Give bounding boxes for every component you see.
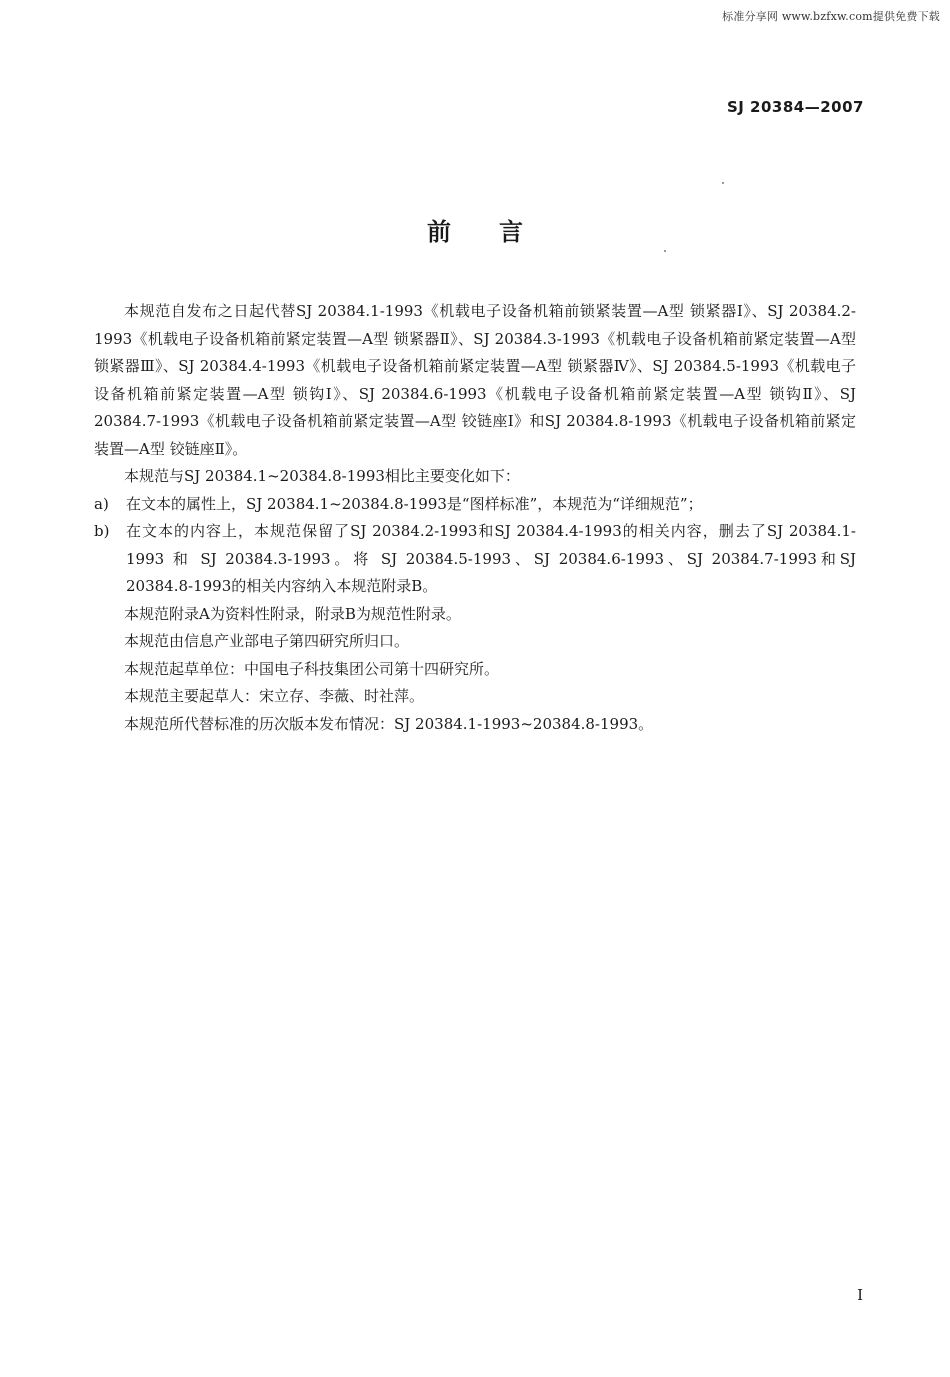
list-item-a: [94, 491, 856, 519]
list-text-a: 在文本的属性上，SJ 20384.1~20384.8-1993是“图样标准”，本规范为“详细规范”；: [126, 494, 703, 513]
standard-code: SJ 20384—2007: [726, 98, 864, 116]
document-body: [94, 298, 856, 738]
scan-speck: [722, 182, 724, 184]
paragraph-responsible: 本规范由信息产业部电子第四研究所归口。: [124, 632, 410, 650]
page-title: 前言: [427, 218, 571, 246]
paragraph-changes-intro: 本规范与SJ 20384.1~20384.8-1993相比主要变化如下：: [124, 467, 520, 485]
scan-speck: [664, 250, 666, 252]
paragraph-history: 本规范所代替标准的历次版本发布情况：SJ 20384.1-1993~20384.8-1993。: [124, 714, 654, 733]
list-marker-b: b): [94, 522, 110, 540]
paragraph-drafters: 本规范主要起草人：宋立存、李薇、时社萍。: [124, 687, 425, 705]
list-marker-a: a): [94, 494, 109, 513]
page-number: I: [857, 1286, 863, 1304]
watermark-text: 标准分享网 www.bzfxw.com提供免费下载: [722, 10, 940, 23]
paragraph-supersede: 本规范自发布之日起代替SJ 20384.1-1993《机载电子设备机箱前锁紧装置—A型 锁紧器Ⅰ》、SJ 20384.2-1993《机载电子设备机箱前紧定装置—A型 锁紧器Ⅱ》、SJ 20384.3-1993《机载电子设备机箱前紧定装置—A型 锁紧器Ⅲ》、SJ 20384.4-1993《机载电子设备机箱前紧定装置—A型 锁紧器Ⅳ》、SJ 20384.5-1993《机载电子设备机箱前紧定装置—A型 锁钩Ⅰ》、SJ 20384.6-1993《机载电子设备机箱前紧定装置—A型 锁钩Ⅱ》、SJ 20384.7-1993《机载电子设备机箱前紧定装置—A型 铰链座Ⅰ》和SJ 20384.8-1993《机载电子设备机箱前紧定装置—A型 铰链座Ⅱ》。: [94, 302, 856, 458]
list-text-b: 在文本的内容上，本规范保留了SJ 20384.2-1993和SJ 20384.4-1993的相关内容，删去了SJ 20384.1-1993 和 SJ 20384.3-1993。将 SJ 20384.5-1993、SJ 20384.6-1993、SJ 20384.7-1993和SJ 20384.8-1993的相关内容纳入本规范附录B。: [126, 522, 856, 595]
paragraph-appendix: 本规范附录A为资料性附录，附录B为规范性附录。: [124, 604, 461, 623]
list-item-b: [94, 518, 856, 601]
paragraph-drafting-unit: 本规范起草单位：中国电子科技集团公司第十四研究所。: [124, 659, 500, 678]
